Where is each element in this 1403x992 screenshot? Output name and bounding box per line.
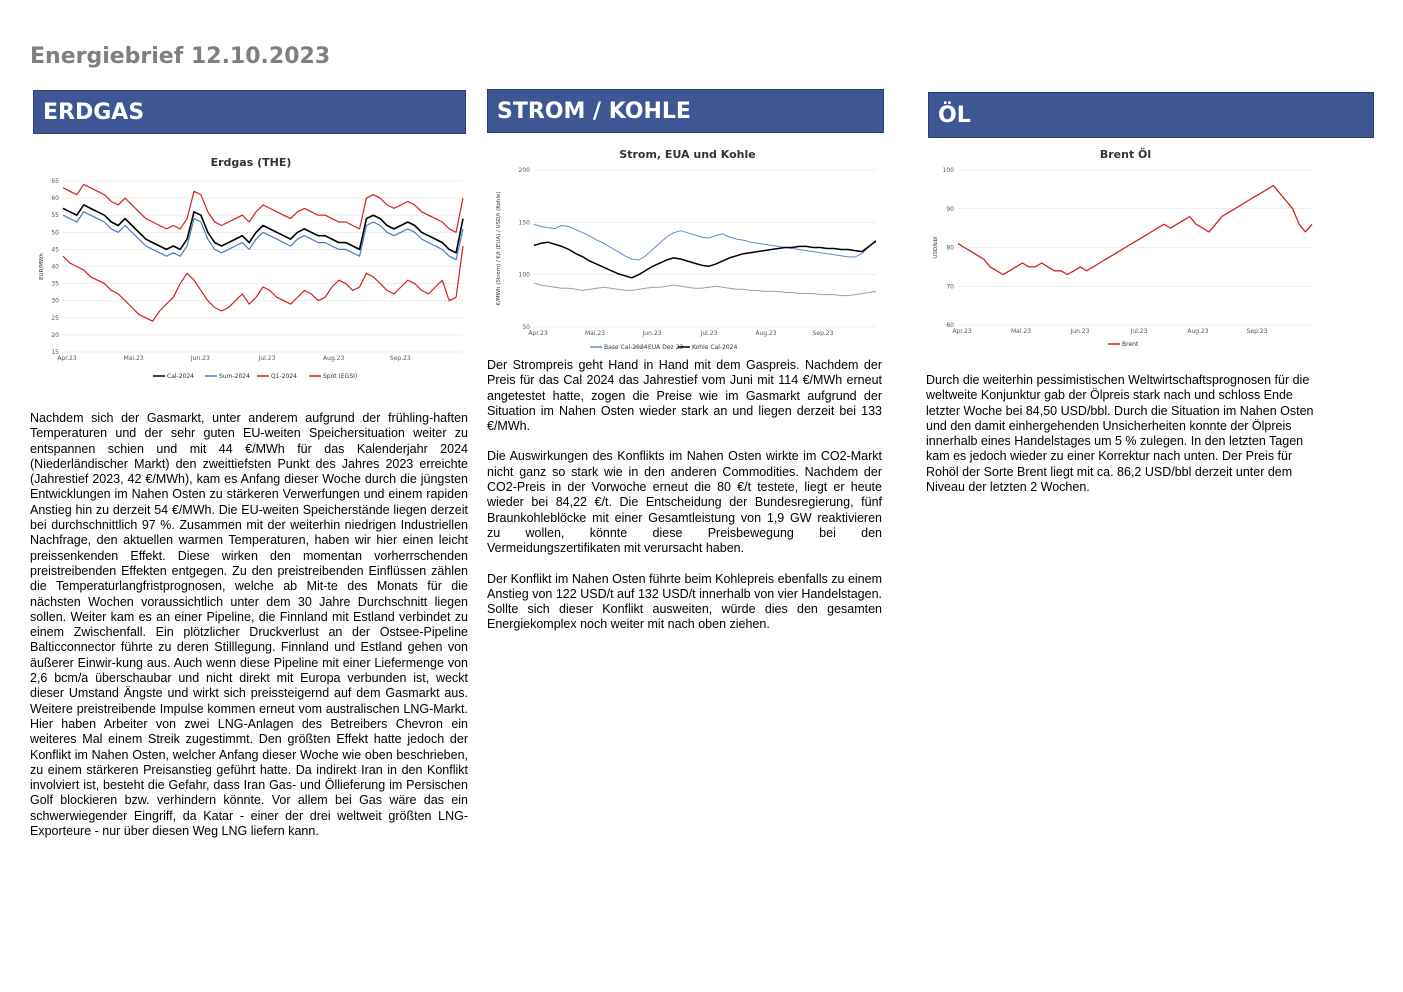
x-tick-label: Jul.23 [1130,328,1148,335]
x-tick-label: Sep.23 [389,355,411,362]
strom-paragraph-3: Der Konflikt im Nahen Osten führte beim Kohlepreis ebenfalls zu einem Anstieg von 122 USD/t auf 132 USD/t innerhalb von vier Handelstagen. Sollte sich dieser Konflikt ausweiten, würde dies den gesamten Energiekomplex noch weiter mit nach oben ziehen. [487,571,882,632]
y-axis-label: €/MWh (Strom) / €/t (EUA) / USD/t (Kohle) [496,191,502,306]
y-tick-label: 150 [518,219,530,227]
strom-chart-svg [490,143,885,358]
oel-text [926,373,1321,510]
y-tick-label: 200 [518,167,530,174]
brent-chart-svg [928,143,1323,358]
erdgas-paragraph: Nachdem sich der Gasmarkt, unter anderem aufgrund der frühling-haften Temperaturen und der sehr guten EU-weiten Speichersituation weiter zu entspannen schien und mit 44 €/MWh für das Kalenderjahr 2024 (Niederländischer Markt) den zweittiefsten Punkt des Jahres 2023 erreichte (Jahrestief 2023, 42 €/MWh), kam es Anfang dieser Woche durch die jüngsten Entwicklungen im Nahen Osten zu stärkeren Verwerfungen und einem rapiden Anstieg hin zu derzeit 54 €/MWh. Die EU-weiten Speicherstände liegen derzeit bei durchschnittlich 97 %. Zusammen mit der weiterhin niedrigen Industriellen Nachfrage, den aktuellen warmen Temperaturen, haben wir hier einen leicht preissenkenden Effekt. Diese wirken den momentan vorherrschenden preistreibenden Effekten entgegen. Zu den preistreibenden Einflüssen zählen die Temperaturlangfristprognosen, welche ab Mit-te des Monats für die nächsten Wochen voraussichtlich unter dem 30 Jahre Durchschnitt liegen sollen. Weiter kam es an einer Pipeline, die Finnland mit Estland verbindet zu einem Zwischenfall. Ein plötzlicher Druckverlust an der Ostsee-Pipeline Balticconnector führte zu deren Stilllegung. Finnland und Estland gehen von äußerer Einwir-kung aus. Auch wenn diese Pipeline mit einer Liefermenge von 2,6 bcm/a überschaubar und nicht direkt mit Europa verbunden ist, weckt dieser Umstand Ängste und wirkt sich preissteigernd auf dem Gasmarkt aus. Weitere preistreibende Impulse kommen erneut vom australischen LNG-Markt. Hier haben Arbeiter von zwei LNG-Anlagen des Betreibers Chevron ein weiteres Mal einem Streik zugestimmt. Den größten Effekt hatte jedoch der Konflikt im Nahen Osten, welcher Anfang dieser Woche wie oben beschrieben, zu einem stärkeren Preisanstieg geführt hatte. Da indirekt Iran in den Konflikt involviert ist, besteht die Gefahr, dass Iran Gas- und Öllieferung im Persischen Golf blockieren bzw. verhindern könnte. Vor allem bei Gas wäre das ein schwerwiegender Eingriff, da Katar - einer der drei weltweit größten LNG-Exporteure - nur über diesen Weg LNG liefern kann. [30,411,468,839]
legend-label: Brent [1122,341,1139,348]
erdgas-chart [33,148,469,386]
legend-label: EUA Dez 23 [648,344,684,351]
x-tick-label: Jun.23 [1070,328,1090,335]
y-tick-label: 50 [51,229,59,237]
erdgas-text [30,411,468,854]
y-tick-label: 80 [946,244,954,252]
y-tick-label: 15 [51,349,59,356]
x-tick-label: Aug.23 [755,330,777,337]
legend-label: Q1-2024 [271,373,297,380]
series-line [534,283,876,296]
erdgas-chart-svg [33,148,469,386]
oel-heading: ÖL [928,92,1374,138]
x-tick-label: Mai.23 [584,330,606,337]
legend-label: Base Cal-2024 [604,344,648,351]
x-tick-label: Jun.23 [642,330,662,337]
x-tick-label: Apr.23 [528,330,548,337]
y-tick-label: 50 [522,324,530,331]
legend-label: Kohle Cal-2024 [692,344,738,351]
strom-chart [490,143,885,358]
y-axis-label: USD/bbl [933,236,939,259]
y-tick-label: 55 [51,212,59,220]
strom-paragraph-2: Die Auswirkungen des Konflikts im Nahen Osten wirkte im CO2-Markt nicht ganz so stark wie in den anderen Commodities. Nachdem der CO2-Preis in der Vorwoche erneut die 80 €/t testete, liegt er heute wieder bei 84,22 €/t. Die Entscheidung der Bundesregierung, fünf Braunkohleblöcke mit einer Gesamtleistung von 1,9 GW reaktivieren zu wollen, könnte diese Preisbewegung bei den Vermeidungszertifikaten mit verursacht haben. [487,449,882,556]
oel-paragraph: Durch die weiterhin pessimistischen Weltwirtschaftsprognosen für die weltweite Konjunktur gab der Ölpreis stark nach und schloss Ende letzter Woche bei 84,50 USD/bbl. Durch die Situation im Nahen Osten und den damit einhergehenden Unsicherheiten konnte der Ölpreis innerhalb eines Handelstages um 5 % zulegen. In den letzten Tagen kam es jedoch wieder zu einer Korrektur nach unten. Der Preis für Rohöl der Sorte Brent liegt mit ca. 86,2 USD/bbl derzeit unter dem Niveau der letzten 2 Wochen. [926,373,1314,495]
x-tick-label: Mai.23 [123,355,144,362]
series-line [63,205,463,253]
y-tick-label: 45 [51,246,59,254]
series-line [63,212,463,260]
y-tick-label: 40 [51,263,59,271]
strom-paragraph-1: Der Strompreis geht Hand in Hand mit dem Gaspreis. Nachdem der Preis für das Cal 2024 das Jahrestief vom Juni mit 114 €/MWh erneut angetestet hatte, zogen die Preise wie im Gasmarkt aufgrund der Situation im Nahen Osten wieder stark an und liegen derzeit bei 133 €/MWh. [487,358,882,434]
legend-label: Spot (EGSI) [323,373,358,380]
x-tick-label: Apr.23 [57,355,77,362]
chart-title: Erdgas (THE) [210,156,292,169]
y-tick-label: 90 [946,205,954,213]
strom-kohle-heading: STROM / KOHLE [487,89,884,133]
series-line [534,241,876,278]
brent-chart [928,143,1323,358]
strom-text [487,358,882,648]
x-tick-label: Jul.23 [258,355,276,362]
page-title: Energiebrief 12.10.2023 [30,44,331,69]
y-tick-label: 25 [51,314,59,322]
legend-label: Cal-2024 [167,373,194,380]
x-tick-label: Aug.23 [323,355,345,362]
legend-label: Sum-2024 [219,373,250,380]
y-tick-label: 65 [51,178,59,185]
y-tick-label: 100 [518,271,530,279]
x-tick-label: Jun.23 [190,355,210,362]
x-tick-label: Mai.23 [1010,328,1032,335]
chart-title: Brent Öl [1099,148,1152,161]
series-line [534,224,876,260]
x-tick-label: Jul.23 [700,330,718,337]
chart-title: Strom, EUA und Kohle [619,148,756,161]
y-tick-label: 70 [946,283,954,291]
x-tick-label: Apr.23 [952,328,972,335]
series-line [958,186,1312,275]
y-tick-label: 20 [51,331,59,339]
y-tick-label: 60 [51,195,59,203]
y-tick-label: 100 [942,167,954,174]
x-tick-label: Aug.23 [1187,328,1209,335]
y-tick-label: 35 [51,280,59,288]
erdgas-heading: ERDGAS [33,90,466,134]
x-tick-label: Sep.23 [1246,328,1268,335]
y-axis-label: EUR/MWh [39,253,45,280]
y-tick-label: 30 [51,297,59,305]
x-tick-label: Sep.23 [812,330,834,337]
y-tick-label: 60 [946,322,954,329]
